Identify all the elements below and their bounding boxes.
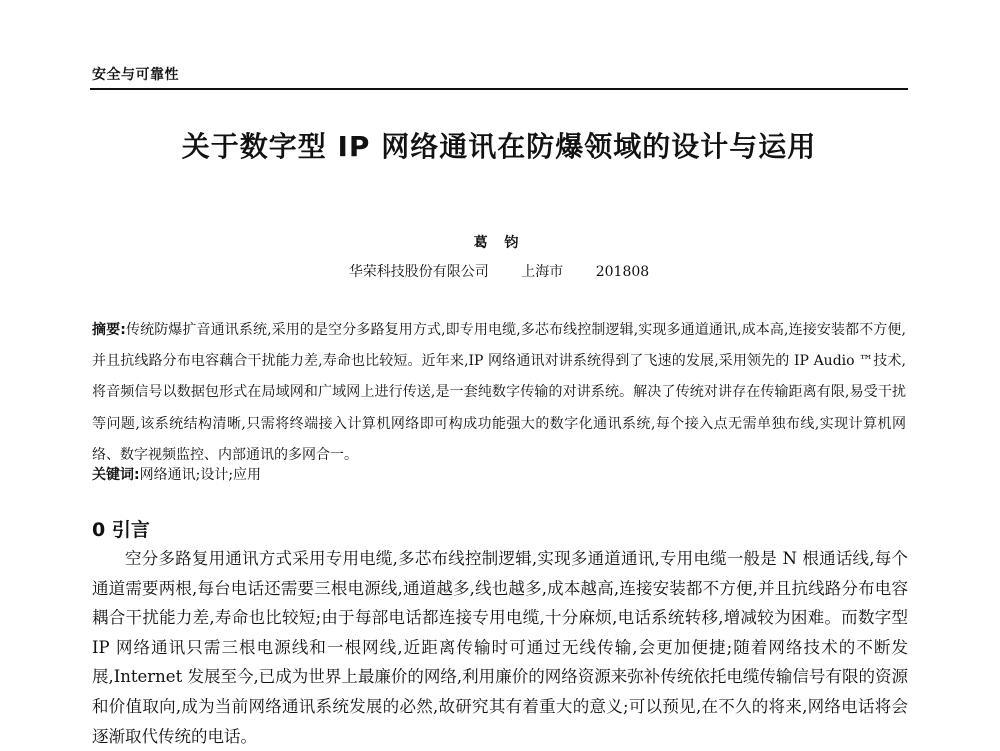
author-name: 葛 钧 (473, 235, 525, 251)
section-header: 安全与可靠性 (92, 67, 179, 83)
header-rule (90, 88, 908, 90)
intro-paragraph: 空分多路复用通讯方式采用专用电缆,多芯布线控制逻辑,实现多通道通讯,专用电缆一般是 N 根通话线,每个通道需要两根,每台电话还需要三根电源线,通道越多,线也越多,成本越高,连接安装都不方便,并且抗线路分布电容耦合干扰能力差,寿命也比较短;由于每部电话都连接专用电缆,十分麻烦,电话系统转移,增减较为困难。而数字型 IP 网络通讯只需三根电源线和一根网线,近距离传输时可通过无线传输,会更加便捷;随着网络技术的不断发展,Internet 发展至今,已成为世界上最廉价的网络,利用廉价的网络资源来弥补传统依托电缆传输信号有限的资源和价值取向,成为当前网络通讯系统发展的必然,故研究其有着重大的意义;可以预见,在不久的将来,网络电话将会逐渐取代传统的电话。 (92, 549, 908, 746)
abstract (92, 315, 906, 471)
intro-heading: 0 引言 (92, 519, 150, 541)
keywords-label: 关键词: (92, 467, 140, 483)
affiliation-city: 上海市 (521, 264, 564, 280)
keywords (92, 461, 906, 489)
abstract-label: 摘要: (92, 322, 126, 338)
affiliation-postcode: 201808 (595, 264, 650, 280)
keywords-text: 网络通讯;设计;应用 (139, 467, 262, 483)
paper-title: 关于数字型 IP 网络通讯在防爆领域的设计与运用 (181, 130, 817, 163)
affiliation-company: 华荣科技股份有限公司 (348, 264, 489, 280)
abstract-text: 传统防爆扩音通讯系统,采用的是空分多路复用方式,即专用电缆,多芯布线控制逻辑,实现多通道通讯,成本高,连接安装都不方便,并且抗线路分布电容藕合干扰能力差,寿命也比较短。近年来,IP 网络通讯对讲系统得到了飞速的发展,采用领先的 IP Audio ™技术,将音频信号以数据包形式在局域网和广域网上进行传送,是一套纯数字传输的对讲系统。解决了传统对讲存在传输距离有限,易受干扰等问题,该系统结构清晰,只需将终端接入计算机网络即可构成功能强大的数字化通讯系统,每个接入点无需单独布线,实现计算机网络、数字视频监控、内部通讯的多网合一。 (92, 322, 906, 463)
affiliation (90, 261, 908, 281)
